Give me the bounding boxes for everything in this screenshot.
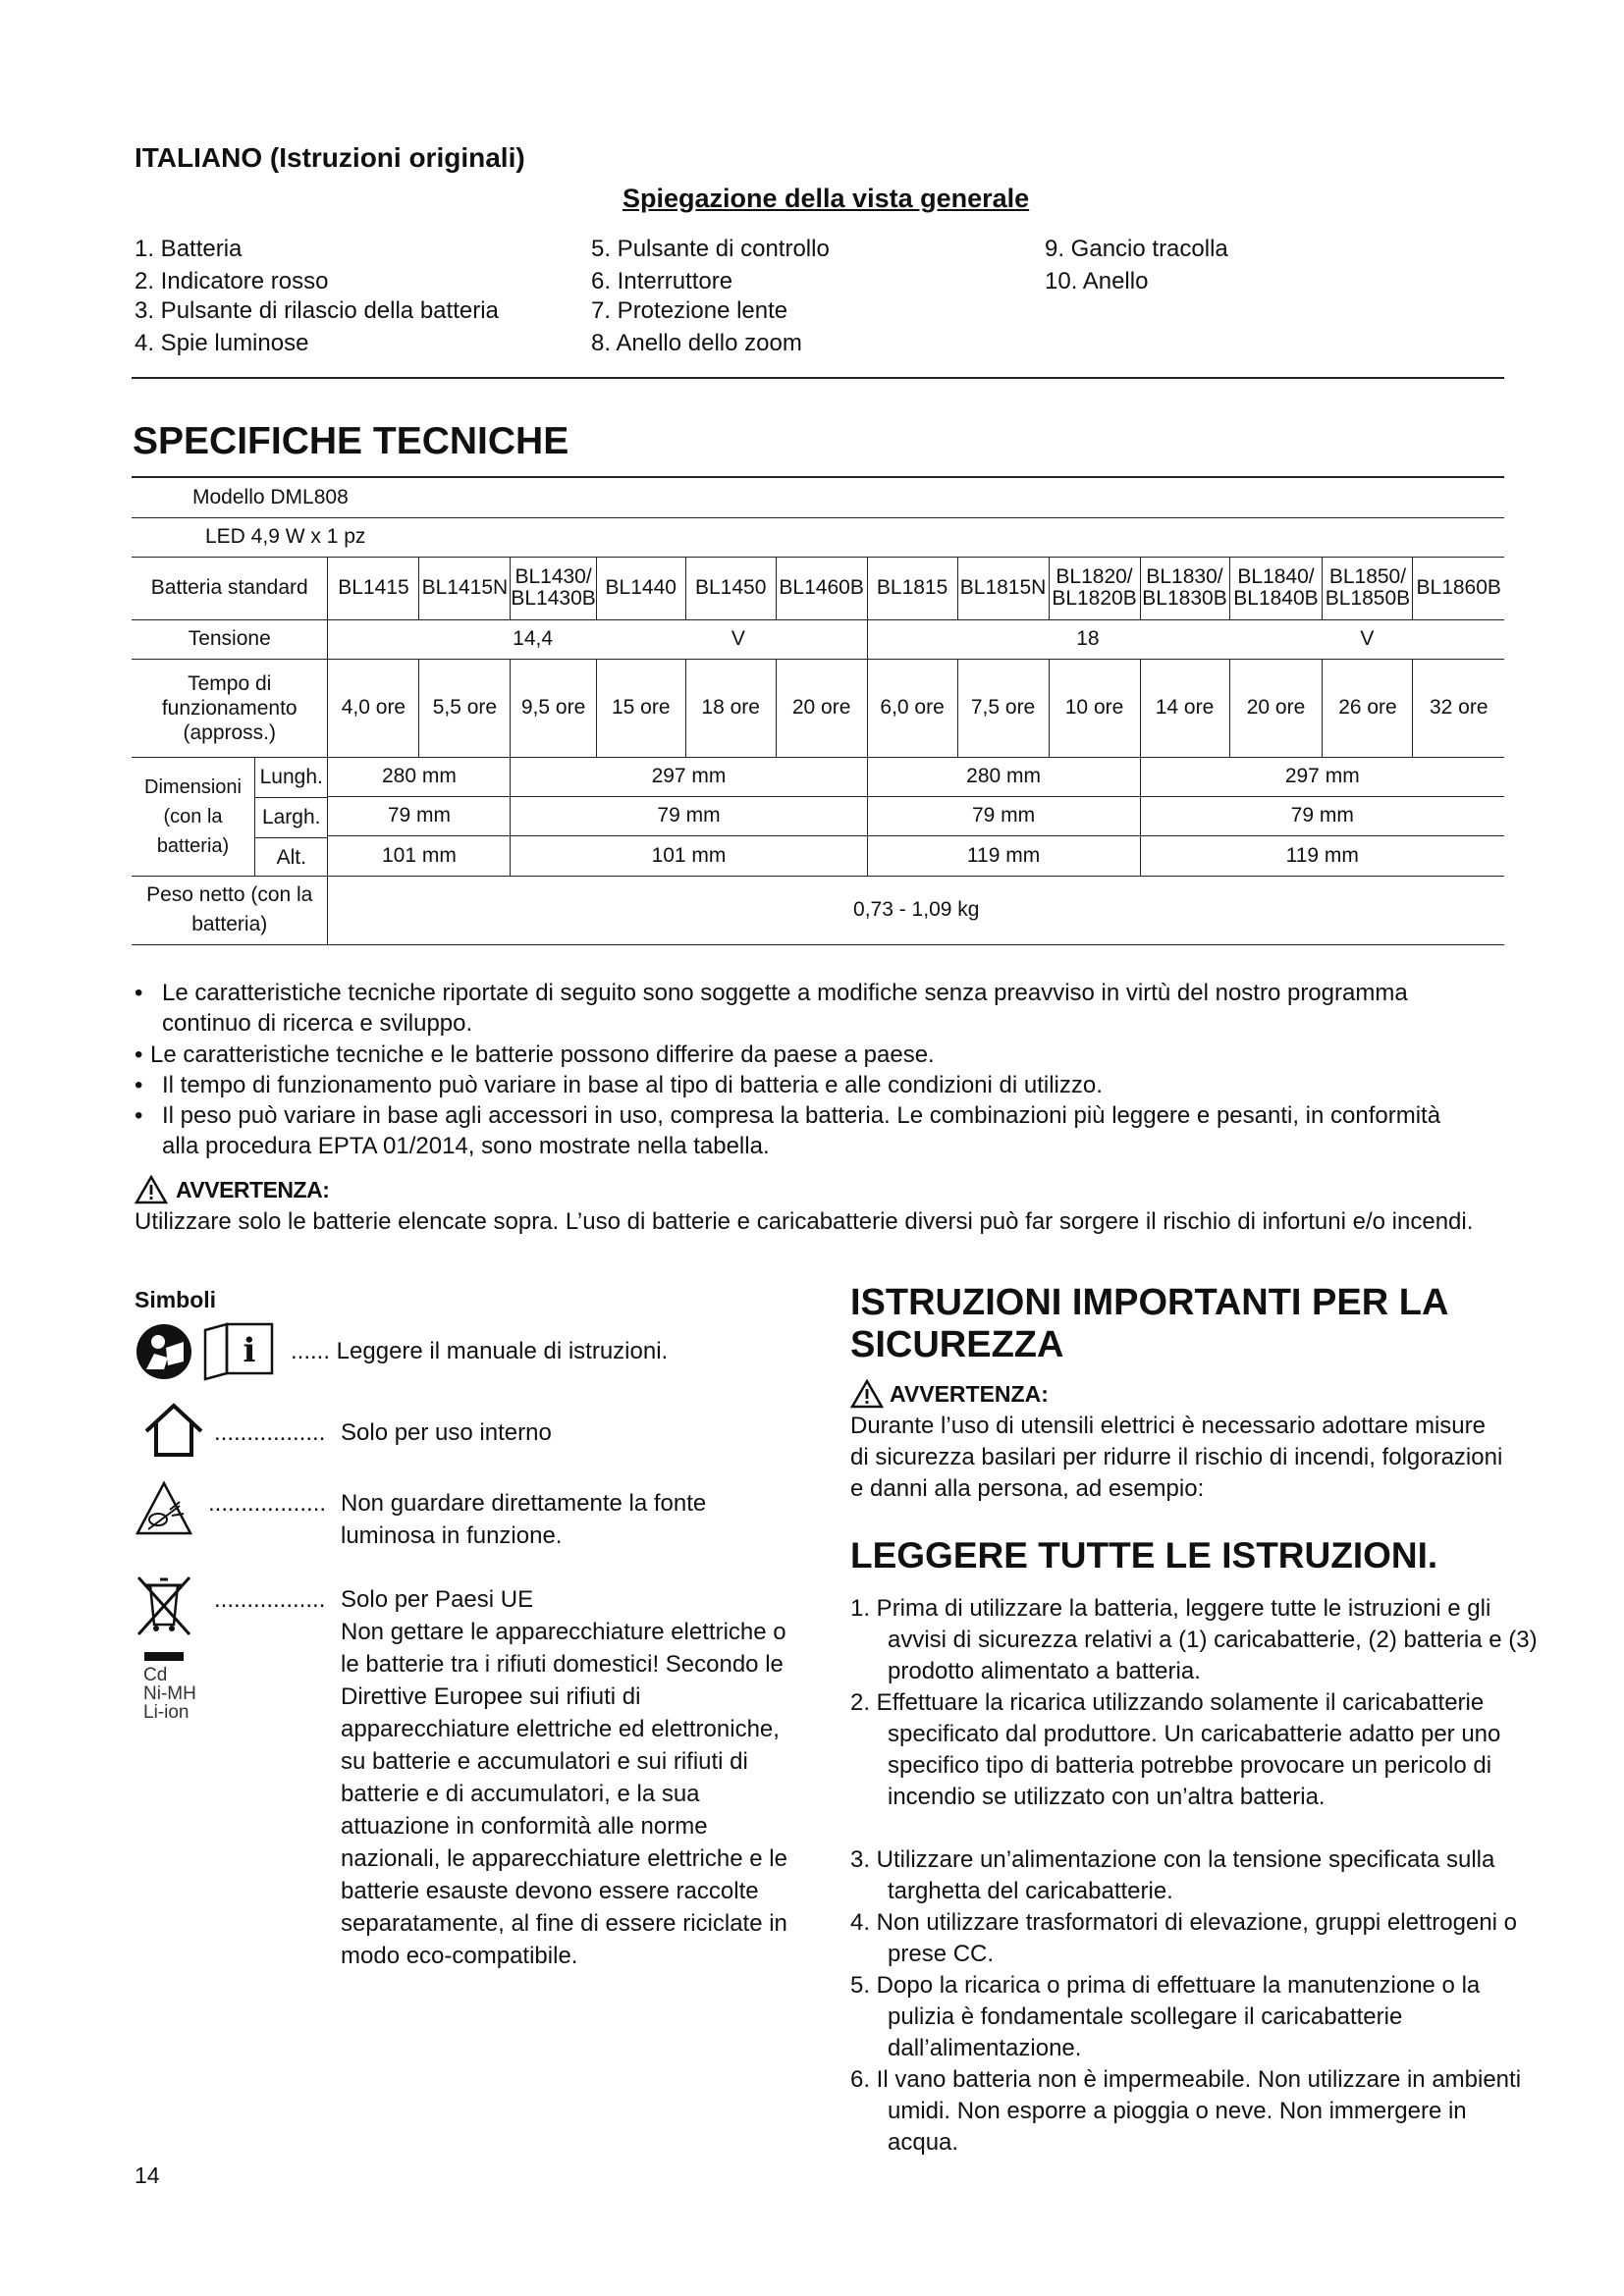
parts-col-2 <box>591 233 830 359</box>
battery-cell: BL1850/ BL1850B <box>1323 557 1413 619</box>
note-3: Il tempo di funzionamento può variare in base al tipo di batteria e alle condizioni di utilizzo. <box>162 1072 1103 1098</box>
runtime-cell: 20 ore <box>1229 659 1323 757</box>
dimensions-cell <box>132 757 328 876</box>
height-value: 119 mm <box>867 836 1140 876</box>
safety-item: 5. Dopo la ricarica o prima di effettuare la manutenzione o la pulizia è fondamentale scollegare il caricabatterie dall’alimentazione. <box>850 1972 1481 2061</box>
battery-cell: BL1840/ BL1840B <box>1229 557 1323 619</box>
bullet-dot: • <box>135 980 143 1006</box>
height-value: 119 mm <box>1140 836 1504 876</box>
warning-title: AVVERTENZA: <box>890 1380 1049 1407</box>
part-item: 6. Interruttore <box>591 268 733 294</box>
battery-label: Batteria standard <box>132 557 328 619</box>
weight-value: 0,73 - 1,09 kg <box>328 876 1504 944</box>
safety-warning-text: Durante l’uso di utensili elettrici è necessario adottare misure di sicurezza basilari per ridurre il rischio di incendi, folgorazioni e danni alla persona, ad esempio: <box>850 1413 1503 1502</box>
part-item: 3. Pulsante di rilascio della batteria <box>135 297 499 324</box>
led-label: LED 4,9 W x 1 pz <box>132 517 1504 557</box>
part-item: 9. Gancio tracolla <box>1045 236 1228 262</box>
part-item: 4. Spie luminose <box>135 330 309 356</box>
chem-labels <box>143 1666 196 1722</box>
width-value: 79 mm <box>867 796 1140 835</box>
chem-label: Cd <box>143 1665 168 1685</box>
part-item: 10. Anello <box>1045 268 1149 294</box>
svg-text:i: i <box>243 1331 256 1370</box>
runtime-cell: 14 ore <box>1140 659 1229 757</box>
safety-item: 6. Il vano batteria non è impermeabile. Non utilizzare in ambienti umidi. Non esporre a pioggia o neve. Non immergere in acqua. <box>850 2066 1522 2156</box>
part-item: 8. Anello dello zoom <box>591 330 802 356</box>
no-look-dots: .................. <box>208 1490 327 1517</box>
indoor-house-icon <box>142 1402 205 1459</box>
weight-label: Peso netto (con la batteria) <box>132 876 328 944</box>
length-value: 297 mm <box>1140 757 1504 796</box>
length-value: 280 mm <box>867 757 1140 796</box>
indoor-text: Solo per uso interno <box>341 1419 552 1446</box>
parts-col-1 <box>135 233 499 359</box>
voltage-18: 18 <box>1076 627 1100 650</box>
divider <box>132 377 1504 379</box>
battery-cell: BL1820/ BL1820B <box>1049 557 1140 619</box>
runtime-cell: 32 ore <box>1413 659 1504 757</box>
battery-cell: BL1815N <box>957 557 1049 619</box>
part-item: 7. Protezione lente <box>591 297 788 324</box>
battery-cell: BL1440 <box>596 557 685 619</box>
symbols-title: Simboli <box>135 1287 217 1312</box>
page-number: 14 <box>135 2163 160 2188</box>
part-item: 2. Indicatore rosso <box>135 268 329 294</box>
safety-warning-heading <box>850 1379 1049 1409</box>
note-4: Il peso può variare in base agli accessori in uso, compresa la batteria. Le combinazioni più leggere e pesanti, in conformità alla procedura EPTA 01/2014, sono mostrate nella tabella. <box>162 1102 1441 1159</box>
voltage-label: Tensione <box>132 619 328 659</box>
battery-cell: BL1450 <box>685 557 776 619</box>
bullet-dot: • <box>135 1072 143 1098</box>
info-book-icon <box>201 1322 275 1381</box>
width-value: 79 mm <box>328 796 511 835</box>
eu-disposal-text: Non gettare le apparecchiature elettriche o le batterie tra i rifiuti domestici! Secondo le Direttive Europee sui rifiuti di apparecchiature elettriche ed elettroniche, su batterie e accumulatori e sui rifiuti di batterie e di accumulatori, e la sua attuazione in conformità alle norme nazionali, le apparecchiature elettriche e le batterie esauste devono essere raccolte separatamente, al fine di essere riciclate in modo eco-compatibile. <box>341 1619 787 1969</box>
no-look-text: Non guardare direttamente la fonte luminosa in funzione. <box>341 1490 707 1549</box>
battery-cell: BL1460B <box>776 557 867 619</box>
runtime-cell: 4,0 ore <box>328 659 419 757</box>
warning-text: Utilizzare solo le batterie elencate sopra. L’uso di batterie e caricabatterie diversi può far sorgere il rischio di infortuni e/o incendi. <box>135 1208 1474 1235</box>
runtime-cell: 20 ore <box>776 659 867 757</box>
indoor-dots: ................. <box>214 1419 326 1446</box>
battery-cell: BL1815 <box>867 557 957 619</box>
eu-dots: ................. <box>214 1586 326 1613</box>
battery-cell: BL1430/ BL1430B <box>511 557 596 619</box>
runtime-cell: 26 ore <box>1323 659 1413 757</box>
part-item: 5. Pulsante di controllo <box>591 236 830 262</box>
voltage-unit: V <box>1360 627 1375 650</box>
voltage-unit: V <box>731 627 745 650</box>
note-1: Le caratteristiche tecniche riportate di seguito sono soggette a modifiche senza preavviso in virtù del nostro programma continuo di ricerca e sviluppo. <box>162 980 1408 1037</box>
warning-triangle-icon <box>850 1379 884 1409</box>
runtime-cell: 5,5 ore <box>419 659 511 757</box>
warning-heading <box>135 1175 329 1204</box>
note-2: Le caratteristiche tecniche e le batterie possono differire da paese a paese. <box>150 1041 935 1068</box>
safety-item: 4. Non utilizzare trasformatori di elevazione, gruppi elettrogeni o prese CC. <box>850 1909 1518 1967</box>
width-label: Largh. <box>255 798 327 838</box>
eu-only-text: Solo per Paesi UE <box>341 1586 534 1613</box>
voltage-14: 14,4 <box>513 627 554 650</box>
length-label: Lungh. <box>255 758 327 798</box>
runtime-cell: 18 ore <box>685 659 776 757</box>
warning-triangle-icon <box>135 1175 168 1204</box>
dimensions-label: Dimensioni (con la batteria) <box>144 775 242 857</box>
part-item: 1. Batteria <box>135 236 243 262</box>
safety-item: 2. Effettuare la ricarica utilizzando solamente il caricabatterie specificato dal produttore. Un caricabatterie adatto per uno specifico tipo di batteria potrebbe provocare un pericolo di incendio se utilizzato con un’altra batteria. <box>850 1689 1501 1810</box>
bullet-dot: • <box>135 1041 143 1068</box>
safety-title: ISTRUZIONI IMPORTANTI PER LA SICUREZZA <box>850 1282 1447 1365</box>
height-label: Alt. <box>276 845 306 869</box>
length-value: 280 mm <box>328 757 511 796</box>
weee-bin-icon <box>135 1574 193 1666</box>
no-look-light-icon <box>135 1480 193 1539</box>
length-value: 297 mm <box>511 757 867 796</box>
language-title: ITALIANO (Istruzioni originali) <box>135 142 525 173</box>
read-manual-icon <box>135 1322 193 1381</box>
battery-cell: BL1860B <box>1413 557 1504 619</box>
voltage-18-cell <box>867 619 1504 659</box>
overview-title: Spiegazione della vista generale <box>623 184 1030 213</box>
height-value: 101 mm <box>328 836 511 876</box>
bullet-dot: • <box>135 1102 143 1129</box>
runtime-cell: 15 ore <box>596 659 685 757</box>
warning-title: AVVERTENZA: <box>176 1176 330 1202</box>
runtime-label: Tempo di funzionamento (appross.) <box>132 659 328 757</box>
battery-cell: BL1830/ BL1830B <box>1140 557 1229 619</box>
battery-cell: BL1415N <box>419 557 511 619</box>
read-manual-text: ...... Leggere il manuale di istruzioni. <box>291 1338 669 1364</box>
safety-item: 3. Utilizzare un’alimentazione con la tensione specificata sulla targhetta del caricabatterie. <box>850 1846 1495 1904</box>
chem-label: Li-ion <box>143 1702 189 1723</box>
specs-title: SPECIFICHE TECNICHE <box>133 420 569 462</box>
read-all-title: LEGGERE TUTTE LE ISTRUZIONI. <box>850 1535 1438 1575</box>
battery-cell: BL1415 <box>328 557 419 619</box>
runtime-cell: 9,5 ore <box>511 659 596 757</box>
safety-item: 1. Prima di utilizzare la batteria, leggere tutte le istruzioni e gli avvisi di sicurezza relativi a (1) caricabatterie, (2) batteria e (3) prodotto alimentato a batteria. <box>850 1595 1538 1684</box>
chem-label: Ni-MH <box>143 1683 196 1704</box>
model-label: Modello DML808 <box>132 477 1504 517</box>
voltage-14-cell <box>328 619 867 659</box>
runtime-cell: 6,0 ore <box>867 659 957 757</box>
height-value: 101 mm <box>511 836 867 876</box>
runtime-cell: 10 ore <box>1049 659 1140 757</box>
parts-col-3 <box>1045 233 1228 297</box>
width-value: 79 mm <box>511 796 867 835</box>
spec-table <box>132 476 1504 945</box>
runtime-cell: 7,5 ore <box>957 659 1049 757</box>
width-value: 79 mm <box>1140 796 1504 835</box>
